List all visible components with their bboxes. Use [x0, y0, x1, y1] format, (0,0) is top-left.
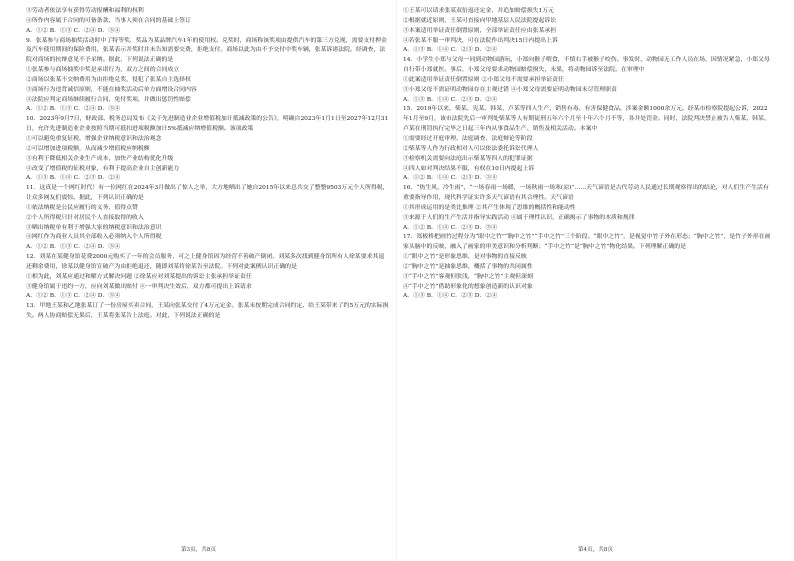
- right-text-line: ①“眼中之竹”是形象思维，是对事物的直接反映: [403, 254, 527, 261]
- left-text-line: ①可以避免重复征税，增强企业纳税意识和法治观念: [26, 135, 162, 142]
- left-text-line: A．①② B．①③ C．②④ D．③④: [26, 244, 121, 251]
- left-text-line: ①相为此，刘某应通过和解方式解决问题 ②徐某应对刘某提出的诉讼主张承担举证责任: [26, 273, 252, 280]
- left-text-line: 12．刘某在某健身馆花费2000元购买了一年的会员服务，可之上健身馆因为经营不善破产倒闭。刘某多次找到健身馆所有人徐某要求其退还剩余费用，徐某以健身馆宣破产为由拒绝退还，随即刘某将徐某告至法院。下列对此案例认识正确的是: [26, 254, 385, 270]
- right-text-line: ④若张某不服一审判决，可在法院作出判决15日内提出上诉: [403, 37, 558, 44]
- left-text-line: ①依法纳税是公民应履行的义务，值得点赞: [26, 204, 138, 211]
- right-text-line: 15．2019年以来，柴某、宪某、韩某、卢某等四人生产、销售有毒、有害保健食品，涉案金额1000余万元。经某市检察院提起公诉，2022年1月至9月，该市法院先后一审判处柴某等人有期徒刑五年六个月至十年六个月不等，各并处罚金。同时，法院判决禁止被告人柴某、韩某、卢某在刑罚执行完毕之日起三年内从事食品生产、销售及相关活动。本案中: [403, 106, 770, 133]
- right-text-line: ③检察机关需要向法庭出示柴某等四人的犯罪证据: [403, 155, 533, 162]
- left-text-line: A．①② B．①③ C．②④ D．③④: [26, 27, 121, 34]
- left-text-line: A．①② B．①③ C．②④ D．③④: [26, 106, 121, 113]
- right-text-line: ①王某可以请求张某双倍返还定金，并追加赔偿损失1万元: [403, 8, 555, 14]
- left-text-line: A．①③ B．①④ C．②③ D．②④: [26, 175, 121, 182]
- left-text-line: ④网红作为商业人员其全部收入必须纳入个人所得税: [26, 234, 162, 241]
- left-text-line: ①张某参与商场抽奖中奖是承诺行为，双方之间的合同成立: [26, 67, 180, 74]
- right-text-line: A．①③ B．①④ C．②③ D．②④: [403, 47, 498, 54]
- right-text-line: 16．“热生风，冷生雨”，“一场春雨一场暖，一场秋雨一场寒(凉)”……天气谚语是古代劳动人民通过长期观察得出的结论，对人们生产生活有重要指导作用，现代科学证实许多天气谚语有其合理性。天气谚语: [403, 185, 769, 202]
- right-text-line: 14．小学生小郑与父母一同到动物园游玩，小郑向猴子喂食，不慎右手被猴子咬伤。事发时，动物园无工作人员在场，因情况紧急，小郑父母自行带小郑就医。事后，小郑父母要求动物园赔偿损失，未果，将动物园诉至法院。在审理中: [403, 57, 770, 74]
- left-text-line: ③健身馆属于违约一方，应向刘某做出赔付 ④一审判决生效后，双方都可提出上诉请求: [26, 283, 252, 290]
- right-page: [397, 0, 794, 561]
- left-text-line: ④法院应判定商场继续履行合同，免付奖项，并做出惩罚性赔偿: [26, 96, 191, 103]
- right-page-footer: 第4页，共8页: [577, 547, 614, 553]
- left-text-line: ③有利于降低相关企业生产成本，加快产业结构优化升级: [26, 155, 174, 162]
- left-text-line: A．①② B．①③ C．②④ D．③④: [26, 293, 121, 300]
- right-text-line: ①需要经过开庭审理、法庭调查、法庭辩论等阶段: [403, 135, 533, 142]
- left-text-line: ④所作内容属于合同的可备条款，当事人须在合同的基础上签订: [26, 17, 191, 24]
- right-text-line: A．①② B．①④ C．②③ D．③④: [403, 224, 498, 231]
- right-text-line: ①此案适用举证责任倒置原则 ②小郑父母不需要承担举证责任: [403, 76, 564, 83]
- right-text-line: ①其形成运用的是类比推理 ②其产生体现了思维的概括性和能动性: [403, 204, 576, 211]
- left-text-line: 9．张某参与商场抽奖活动时中了特等奖，奖品为某品牌汽车1年的使用权。兑奖时，商场称该奖项由提供汽车的第三方兑现，需要支付押金及汽车使用期间的保险费用，张某表示并奖时并未告知需要交费，拒绝支付。商场以此为由不予交付中奖车辆，张某诉诸法院。经调查，法院对商场的抗辩意见不予采纳。据此，下列说法正确的是: [26, 37, 387, 64]
- right-text-line: ④“手中之竹”借助形象化的想象创造新的认识对象: [403, 283, 533, 290]
- right-column: [403, 7, 773, 302]
- left-text-line: ②商场以张某不交纳费用为由拒绝兑奖，侵犯了张某自主选择权: [26, 76, 191, 83]
- left-text-line: ②可以增加进项税额，从而减少增值税应纳税额: [26, 145, 150, 152]
- right-text-line: A．①② B．①④ C．②③ D．③④: [403, 175, 498, 182]
- right-text-line: ③小郑父母不需证明动物园存在主观过错 ④小郑父母需要证明动物园未尽管理职责: [403, 86, 617, 93]
- right-text-line: ③“手中之竹”客观但肤浅，“胸中之竹”主观但深刻: [403, 273, 533, 280]
- left-text-line: ④改变了增值税的征税对象，有利于提高企业自主创新能力: [26, 165, 180, 172]
- left-column: [26, 7, 390, 322]
- left-text-line: ③晒出纳税单有利于增强大家的纳税意识和法治意识: [26, 224, 162, 231]
- right-text-line: ③本案适用举证责任倒置原则，全部举证责任应由张某承担: [403, 27, 557, 34]
- right-text-line: ④四人如对判决结果不服，有权在10日内提起上诉: [403, 165, 535, 172]
- right-text-line: A．①③ B．①④ C．②③ D．②④: [403, 96, 498, 103]
- left-text-line: 13．甲地王某和乙地张某订了一份房屋买卖合同，王某向张某交付了4万元定金。张某未按期完成合同约定，给王某带来了约5万元的实际损失。两人协商赔偿无果后，王某将张某告上法庭。对此，下列说法正确的是: [26, 303, 389, 320]
- right-text-line: ②“胸中之竹”是抽象思维，概括了事物的共同属性: [403, 263, 533, 270]
- right-text-line: A．①③ B．①④ C．②③ D．②④: [403, 293, 498, 300]
- right-text-line: 17．郑板桥把画竹过程分为“眼中之竹”“胸中之竹”“手中之竹”三个阶段。“眼中之竹”，是视觉中竹子外在形态；“胸中之竹”，是竹子外形在画家头脑中的反映，融入了画家的审美意识和分析判断；“手中之竹”是“胸中之竹”物化结果。下列理解正确的是: [403, 234, 771, 251]
- left-page-footer: 第3页，共8页: [180, 547, 217, 553]
- left-text-line: 11．这真是一个网红时代！有一位网红在2024年3月做出了惊人之举，大方地晒出了她自2015年以来总共交了整整9503万元个人所得税，让众多网友们震惊。据此，下列认识正确的是: [26, 185, 389, 202]
- right-text-line: ②根据就近原则，王某可直接向甲地基层人民法院提起诉讼: [403, 17, 557, 24]
- left-text-line: 10．2023年9月7日，财政部、税务总局发布《关于先进制造业企业增值税加计抵减政策的公告》，明确自2023年1月1日至2027年12月31日，允许先进制造业企业按照当期可抵扣进项税额加计5%抵减应纳增值税额。该项政策: [26, 116, 389, 133]
- left-text-line: ③劳动者依法享有获得劳动报酬和福利的权利: [26, 8, 144, 14]
- right-text-line: ③来源于人们的生产生活并指导实践活动 ④属于理性认识，正确揭示了事物的本质和规律: [403, 214, 635, 221]
- left-text-line: ③商场行为违背诚信原则，不能在抽奖活动后单方面增设合同内容: [26, 86, 197, 93]
- left-text-line: ②个人所得税只针对居民个人直接取得的收入: [26, 214, 144, 221]
- right-text-line: ②柴某等人作为行政相对人可以依法委托诉讼代理人: [403, 145, 539, 152]
